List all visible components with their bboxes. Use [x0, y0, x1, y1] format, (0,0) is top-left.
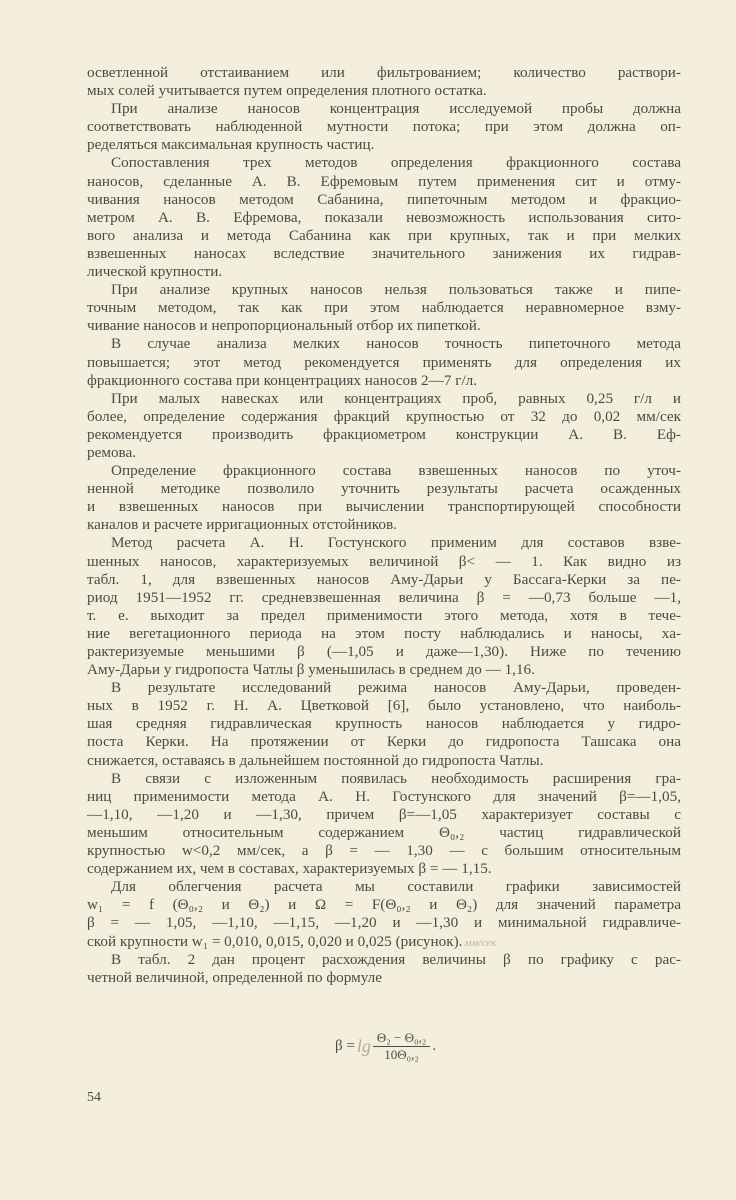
text-line [87, 571, 681, 589]
line-text: ненной методике позволило уточнить результаты расчета осажденных [87, 480, 681, 498]
text-line [87, 643, 681, 661]
text-line [87, 516, 681, 534]
text-line [87, 896, 681, 914]
text-line [87, 661, 681, 679]
line-text: При анализе крупных наносов нельзя пользоваться также и пипе- [111, 281, 681, 299]
line-text: т. е. выходит за предел применимости этого метода, хотя в тече- [87, 606, 681, 624]
text-line [87, 860, 681, 878]
line-text: чивание наносов и непропорциональный отбор их пипеткой. [87, 317, 481, 335]
text-line [87, 697, 681, 715]
line-text: Для облегчения расчета мы составили графики зависимостей [111, 878, 681, 896]
text-line [87, 951, 681, 969]
text-line [87, 281, 681, 299]
line-text: ской крупности w₁ = 0,010, 0,015, 0,020 и 0,025 (рисунок). [87, 932, 463, 950]
line-text: При анализе наносов концентрация исследуемой пробы должна [111, 100, 681, 118]
text-line [87, 390, 681, 408]
text-line [87, 136, 681, 154]
line-text: Определение фракционного состава взвешенных наносов по уточ- [111, 462, 681, 480]
line-text: ремова. [87, 443, 137, 461]
line-text: риод 1951—1952 гг. средневзвешенная величина β = —0,73 больше —1, [87, 588, 681, 606]
line-text: крупностью w<0,2 мм/сек, а β = — 1,30 — с большим относительным [87, 842, 681, 860]
text-line [87, 118, 681, 136]
text-line [87, 227, 681, 245]
text-line [87, 842, 681, 860]
text-line [87, 607, 681, 625]
text-line [87, 245, 681, 263]
formula-lhs: β = [335, 1038, 355, 1054]
text-line [87, 914, 681, 932]
text-line [87, 752, 681, 770]
line-text: Сопоставления трех методов определения фракционного состава [111, 154, 681, 172]
text-line [87, 553, 681, 571]
text-line [87, 173, 681, 191]
text-line [87, 534, 681, 552]
line-text: В результате исследований режима наносов Аму-Дарьи, проведен- [111, 679, 681, 697]
line-text: w₁ = f (Θ₀,₂ и Θ₂) и Ω = F(Θ₀,₂ и Θ₂) для значений параметра [87, 896, 681, 914]
text-line [87, 335, 681, 353]
text-line [87, 154, 681, 172]
line-text: лической крупности. [87, 263, 223, 281]
line-text: табл. 1, для взвешенных наносов Аму-Дарьи у Бассага-Керки за пе- [87, 570, 681, 588]
text-line [87, 82, 681, 100]
line-text: наносов, сделанные А. В. Ефремовым путем применения сит и отму- [87, 172, 681, 190]
formula-log-handwritten: lg [356, 1036, 371, 1056]
line-text: содержанием их, чем в составах, характеризуемых β = — 1,15. [87, 860, 492, 878]
line-text: поста Керки. На протяжении от Керки до гидропоста Ташсака она [87, 733, 681, 751]
line-text: осветленной отстаиванием или фильтрованием; количество раствори- [87, 64, 681, 81]
line-text: β = — 1,05, —1,10, —1,15, —1,20 и —1,30 и минимальной гидравличе- [87, 914, 681, 932]
text-line [87, 426, 681, 444]
line-text: ных в 1952 г. Н. А. Цветковой [6], было установлено, что наиболь- [87, 697, 681, 715]
line-text: метром А. В. Ефремова, показали невозможность использования сито- [87, 208, 681, 226]
text-line [87, 770, 681, 788]
text-line [87, 715, 681, 733]
line-text: и взвешенных наносов при вычислении транспортирующей способности [87, 498, 681, 516]
handwritten-note: мм/сек [464, 936, 497, 949]
line-text: В случае анализа мелких наносов точность пипеточного метода [111, 335, 681, 353]
line-text: ниц применимости метода А. Н. Гостунского для значений β=—1,05, [87, 787, 681, 805]
line-text: шая средняя гидравлическая крупность наносов наблюдается у гидро- [87, 715, 681, 733]
line-text: Аму-Дарьи у гидропоста Чатлы β уменьшилась в среднем до — 1,16. [87, 661, 535, 679]
text-line [87, 263, 681, 281]
text-line [87, 969, 681, 987]
text-line [87, 408, 681, 426]
line-text: более, определение содержания фракций крупностью от 32 до 0,02 мм/сек [87, 407, 681, 425]
formula-end: . [432, 1038, 437, 1054]
line-text: ние вегетационного периода на этом посту наблюдались и наносы, ха- [87, 624, 681, 642]
line-text: В табл. 2 дан процент расхождения величины β по графику с рас- [111, 950, 681, 968]
text-line [87, 462, 681, 480]
text-line [87, 480, 681, 498]
text-line [87, 806, 681, 824]
text-line [87, 788, 681, 806]
line-text: Метод расчета А. Н. Гостунского применим для составов взве- [111, 534, 681, 552]
line-text: При малых навесках или концентрациях проб, равных 0,25 г/л и [111, 389, 681, 407]
text-line [87, 317, 681, 335]
formula-numerator: Θ₂ − Θ₀,₂ [373, 1030, 430, 1047]
line-text: четной величиной, определенной по формуле [87, 968, 382, 986]
formula-fraction [373, 1030, 430, 1063]
text-line [87, 878, 681, 896]
formula [335, 1030, 436, 1063]
line-text: В связи с изложенным появилась необходимость расширения гра- [111, 769, 681, 787]
body-text [87, 64, 681, 987]
line-text: взвешенных наносах вследствие значительного занижения их гидрав- [87, 244, 681, 262]
line-text: точным методом, так как при этом наблюдается неравномерное взму- [87, 299, 681, 317]
text-line [87, 354, 681, 372]
line-text: рактеризуемые меньшими β (—1,05 и даже—1,30). Ниже по течению [87, 643, 681, 660]
line-text: снижается, оставаясь в дальнейшем постоянной до гидропоста Чатлы. [87, 751, 544, 769]
line-text: меньшим относительным содержанием Θ₀,₂ частиц гидравлической [87, 823, 681, 841]
line-text: каналов и расчете ирригационных отстойников. [87, 516, 397, 534]
text-line [87, 589, 681, 607]
text-line [87, 679, 681, 697]
formula-denominator: 10Θ₀,₂ [384, 1047, 419, 1062]
line-text: соответствовать наблюденной мутности потока; при этом должна оп- [87, 118, 681, 136]
text-line [87, 733, 681, 751]
text-line [87, 498, 681, 516]
line-text: шенных наносов, характеризуемых величиной β< — 1. Как видно из [87, 552, 681, 570]
text-line [87, 209, 681, 227]
line-text: мых солей учитывается путем определения плотного остатка. [87, 82, 487, 100]
line-text: —1,10, —1,20 и —1,30, причем β=—1,05 характеризует составы с [87, 805, 681, 823]
line-text: фракционного состава при концентрациях наносов 2—7 г/л. [87, 371, 478, 389]
line-text: вого анализа и метода Сабанина как при крупных, так и при мелких [87, 226, 681, 244]
text-line [87, 933, 681, 951]
text-line [87, 444, 681, 462]
page-number: 54 [87, 1090, 101, 1105]
line-text: чивания наносов методом Сабанина, пипеточным методом и фракцио- [87, 190, 681, 208]
text-line [87, 299, 681, 317]
text-line [87, 824, 681, 842]
text-line [87, 100, 681, 118]
line-text: ределяться максимальная крупность частиц. [87, 136, 375, 154]
text-line [87, 64, 681, 82]
text-line [87, 625, 681, 643]
text-line [87, 191, 681, 209]
text-line [87, 372, 681, 390]
line-text: повышается; этот метод рекомендуется применять для определения их [87, 353, 681, 371]
line-text: рекомендуется производить фракциометром конструкции А. В. Еф- [87, 425, 681, 443]
